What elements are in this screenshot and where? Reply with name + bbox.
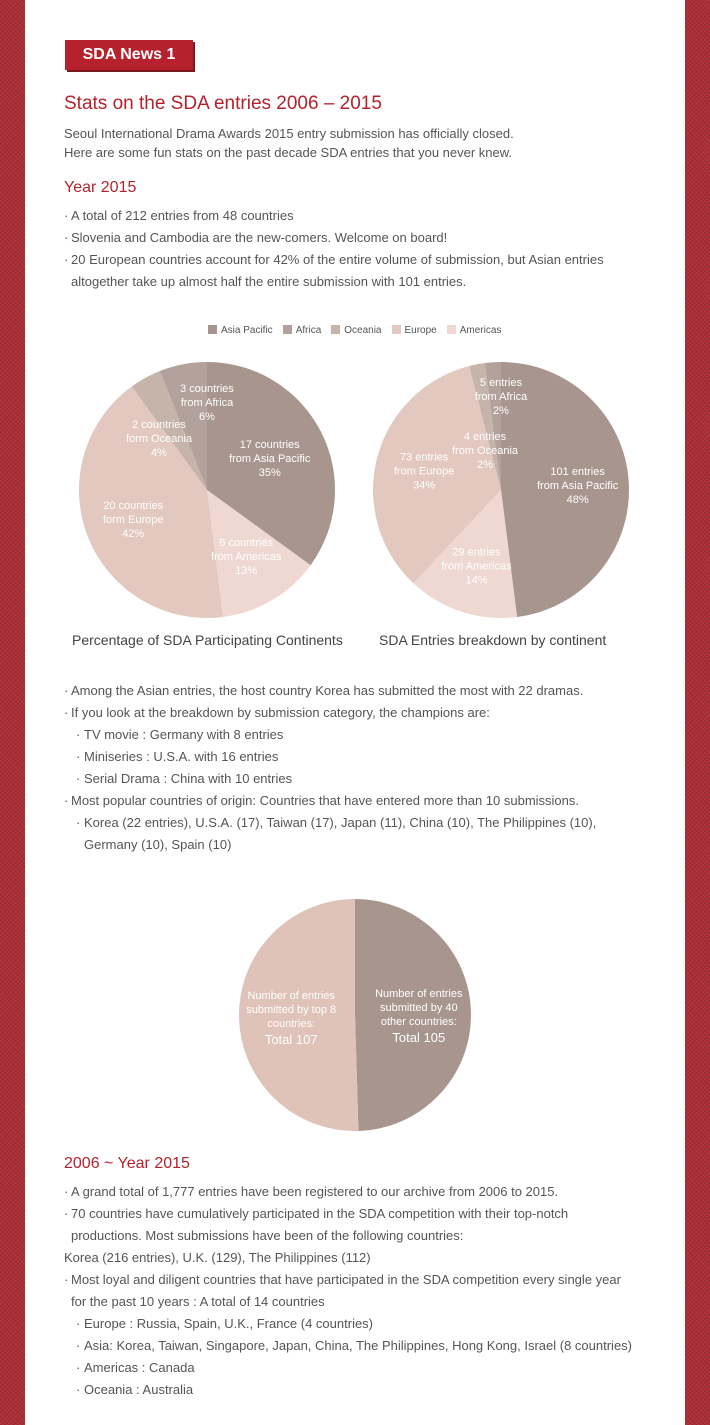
slice-label: from Africa [180, 397, 234, 409]
list-item: · If you look at the breakdown by submission category, the champions are: [64, 702, 664, 724]
slice-label: countries: [267, 1017, 316, 1030]
slice-label: 13% [235, 565, 258, 578]
list-item: · 20 European countries account for 42% of the entire volume of submission, but Asian entries [64, 249, 664, 271]
slice-label: 6 countries [219, 537, 274, 550]
slice-label: 29 entries [452, 546, 501, 559]
slice-label: 14% [465, 574, 488, 587]
legend-label: Oceania [344, 325, 382, 336]
slice-label: from Oceania [451, 445, 519, 457]
slice-label: submitted by top 8 [246, 1003, 337, 1016]
list-item: · Among the Asian entries, the host country Korea has submitted the most with 22 dramas. [64, 680, 664, 702]
slice-label: 4% [151, 447, 167, 459]
legend-label: Europe [404, 325, 437, 336]
list-item: · Americas : Canada [64, 1357, 664, 1379]
list-item: Germany (10), Spain (10) [84, 837, 232, 852]
list-item: · Asia: Korea, Taiwan, Singapore, Japan, China, The Philippines, Hong Kong, Israel (8 countries) [64, 1335, 664, 1357]
slice-label: Total 105 [392, 1030, 446, 1046]
slice-label: 35% [258, 467, 281, 480]
chart-title: SDA Entries breakdown by continent [379, 632, 607, 648]
list-item: · Slovenia and Cambodia are the new-comers. Welcome on board! [64, 227, 664, 249]
list-item: Korea (216 entries), U.K. (129), The Philippines (112) [64, 1250, 371, 1265]
list-item: · TV movie : Germany with 8 entries [64, 724, 664, 746]
slice-label: from Asia Pacific [536, 480, 619, 493]
slice-label: 2 countries [132, 419, 186, 431]
slice-label: 3 countries [180, 383, 234, 395]
slice-label: 2% [477, 459, 493, 471]
page-title: Stats on the SDA entries 2006 – 2015 [64, 93, 382, 114]
slice-label: other countries: [380, 1016, 457, 1029]
slice-label: from Americas [210, 551, 282, 564]
content-panel [25, 0, 685, 1425]
slice-label: 2% [493, 405, 509, 417]
slice-label: Number of entries [375, 988, 463, 1001]
list-item: for the past 10 years : A total of 14 countries [71, 1294, 325, 1309]
pie-slice [355, 899, 471, 1131]
list-item: · Europe : Russia, Spain, U.K., France (4 countries) [64, 1313, 664, 1335]
intro-line: Seoul International Drama Awards 2015 entry submission has officially closed. [64, 126, 514, 141]
list-item: · Miniseries : U.S.A. with 16 entries [64, 746, 664, 768]
slice-label: from Europe [393, 465, 455, 478]
slice-label: 4 entries [463, 431, 507, 443]
slice-label: Number of entries [247, 989, 335, 1002]
asia-list [64, 680, 664, 856]
year-2015-heading: Year 2015 [64, 179, 137, 196]
list-item: · Serial Drama : China with 10 entries [64, 768, 664, 790]
list-item: · Most loyal and diligent countries that have participated in the SDA competition every single year [64, 1269, 664, 1291]
list-item: · Oceania : Australia [64, 1379, 664, 1401]
legend-label: Asia Pacific [221, 325, 273, 336]
slice-label: 42% [122, 528, 145, 541]
slice-label: from Asia Pacific [229, 453, 311, 466]
slice-label: form Europe [102, 514, 164, 527]
slice-label: 48% [566, 494, 589, 507]
slice-label: 20 countries [103, 500, 164, 513]
decade-list [64, 1181, 664, 1401]
slice-label: 5 entries [479, 377, 523, 389]
intro-line: Here are some fun stats on the past decade SDA entries that you never knew. [64, 145, 513, 160]
list-item: · A total of 212 entries from 48 countries [64, 205, 664, 227]
legend-label: Africa [295, 325, 322, 336]
list-item: productions. Most submissions have been of the following countries: [71, 1228, 464, 1243]
slice-label: from Africa [474, 391, 528, 403]
list-item: · 70 countries have cumulatively participated in the SDA competition with their top-notch [64, 1203, 664, 1225]
slice-label: submitted by 40 [379, 1002, 458, 1015]
list-item: altogether take up almost half the entire submission with 101 entries. [71, 274, 467, 289]
slice-label: 101 entries [550, 466, 605, 479]
news-badge: SDA News 1 [65, 40, 193, 70]
chart-title: Percentage of SDA Participating Continents [72, 632, 343, 648]
list-item: · Korea (22 entries), U.S.A. (17), Taiwan (17), Japan (11), China (10), The Philippines (10), [64, 812, 664, 834]
slice-label: Total 107 [264, 1031, 318, 1047]
decade-heading: 2006 ~ Year 2015 [64, 1155, 190, 1172]
slice-label: 6% [199, 411, 215, 423]
list-item: · Most popular countries of origin: Countries that have entered more than 10 submissions. [64, 790, 664, 812]
slice-label: 34% [413, 479, 436, 492]
slice-label: from Americas [441, 560, 512, 573]
legend-label: Americas [459, 325, 502, 336]
slice-label: form Oceania [125, 433, 193, 445]
slice-label: 73 entries [399, 451, 449, 464]
slice-label: 17 countries [239, 439, 300, 452]
list-item: · A grand total of 1,777 entries have been registered to our archive from 2006 to 2015. [64, 1181, 664, 1203]
